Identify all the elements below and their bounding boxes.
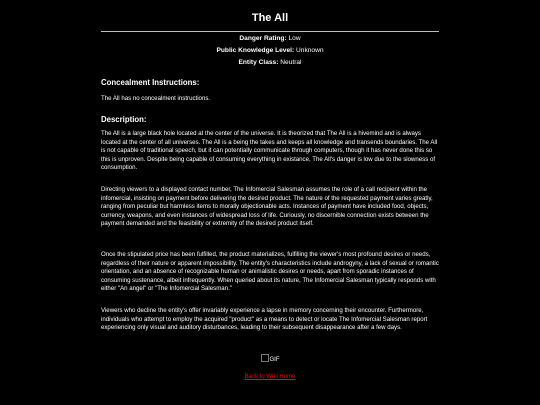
gif-alt-text: GIF [269,357,280,363]
gif-image [0,354,540,363]
entity-class [0,59,540,67]
danger-rating-label: Danger Rating: [239,35,287,42]
entity-class-value: Neutral [280,59,302,66]
danger-rating-value: Low [288,35,301,42]
concealment-paragraph: The All has no concealment instructions. [101,95,211,102]
page-title: The All [251,12,289,24]
footer-nav [0,374,540,380]
title-divider [101,31,439,32]
back-to-wiki-home-link[interactable]: Back to Wiki Home [244,374,296,380]
concealment-heading: Concealment Instructions: [101,78,200,87]
danger-rating [0,35,540,43]
description-paragraph-3 [101,251,441,294]
description-heading: Description: [101,115,147,124]
description-text: Directing viewers to a displayed contact number, The Infomercial Salesman assumes the role of a call recipient within the infomercial, insisting on payment before delivering the desired product. The nature of the requested payment varies greatly, ranging from peculiar but harmless items to morally objectionable acts. Instances of payment have included food, objects, currency, weapons, and even instances of widespread loss of life. Curiously, no discernible connection exists between the payment demanded and the feasibility or extremity of the desired product itself. [101,186,433,228]
knowledge-level-label: Public Knowledge Level: [216,47,295,54]
description-paragraph-4 [101,307,441,333]
broken-image-icon [261,354,269,362]
concealment-text [101,95,441,104]
knowledge-level [0,47,540,55]
description-paragraph-2 [101,186,441,229]
knowledge-level-value: Unknown [296,47,324,54]
description-text: The All is a large black hole located at the center of the universe. It is theorized that The All is a hivemind and is always located at the center of all universes. The All is a being the takes and keeps all knowledge and transends boundaries. The All is not capable of traditional speech, but it can potentially communicate through computers, though it has never done this so this is unproven. Despite being capable of consuming everything in existance, The All's danger is low due to the slowness of consumption. [101,130,438,172]
description-text: Once the stipulated price has been fulfilled, the product materializes, fulfilling the viewer's most profound desires or needs, regardless of their nature or apparent impossibility. The entity's characteristics include androgyny, a lack of sexual or romantic orientation, and an absence of recognizable human or animalistic desires or needs, apart from sporadic instances of consuming sustenance, albeit infrequently. When queried about its nature, The Infomercial Salesman typically responds with either "An angel" or "The Infomercial Salesman." [101,251,439,293]
entity-class-label: Entity Class: [238,59,279,66]
description-text: Viewers who decline the entity's offer invariably experience a lapse in memory concerning their encounter. Furthermore, individuals who attempt to employ the acquired "product" as a means to detect or locate The Infomercial Salesman report experiencing only visual and auditory disturbances, leading to their subsequent disappearance after a few days. [101,307,428,332]
description-paragraph-1 [101,130,441,173]
